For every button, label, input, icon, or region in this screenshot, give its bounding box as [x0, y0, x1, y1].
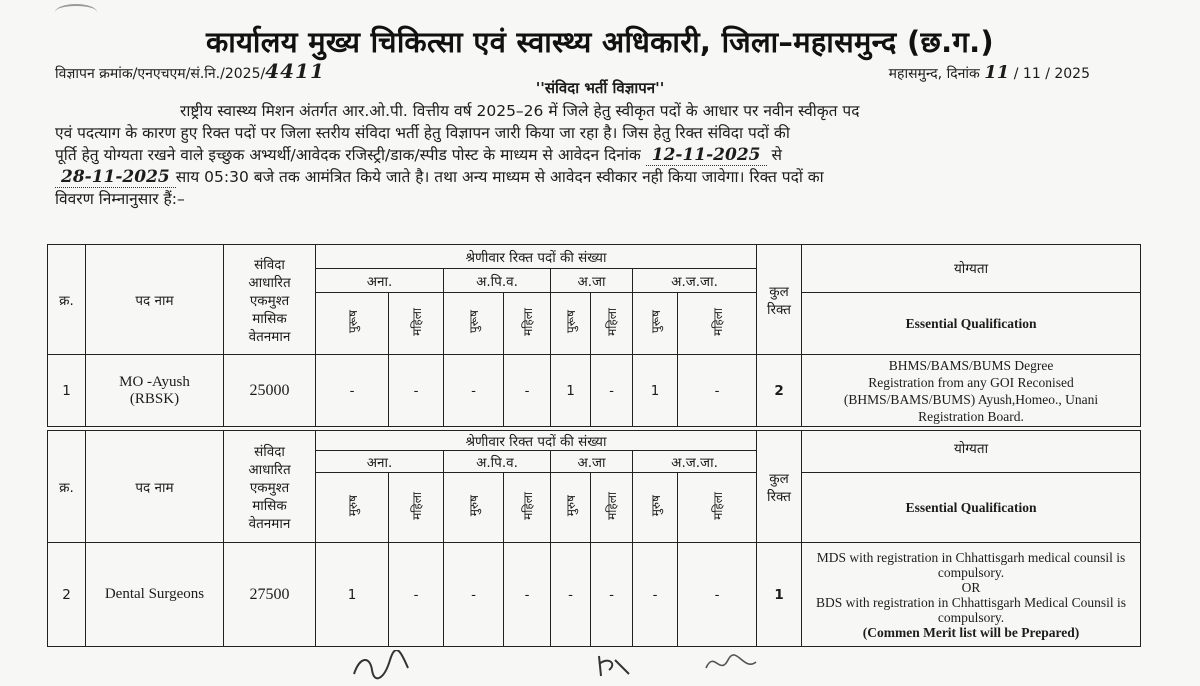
intro-line-3-text: पूर्ति हेतु योग्यता रखने वाले इच्छुक अभ्यर्थी/आवेदक रजिस्ट्री/डाक/स्पीड पोस्ट के माध्यम से आवेदन दिनांक: [55, 146, 641, 164]
essential-qualification-header: Essential Qualification: [802, 473, 1141, 543]
intro-line-4: [55, 166, 1140, 188]
intro-line-5: विवरण निम्नानुसार हैं:–: [55, 190, 185, 208]
row-count: -: [678, 355, 757, 427]
intro-line-2: एवं पदत्याग के कारण हुए रिक्त पदों पर जिला स्तरीय संविदा भर्ती हेतु विज्ञापन जारी किया जा रहा है। जिस हेतु रिक्त संविदा पदों की: [55, 124, 790, 142]
intro-line-3-end: से: [771, 146, 782, 164]
row-sno: 1: [48, 355, 86, 427]
row-count: 1: [633, 355, 678, 427]
notice-subtitle: ''संविदा भर्ती विज्ञापन'': [535, 79, 665, 97]
category-st: अ.ज.जा.: [633, 269, 757, 293]
category-vacancies-header: श्रेणीवार रिक्त पदों की संख्या: [316, 431, 757, 451]
male-header: पुरूष: [444, 293, 504, 355]
signature-mark: [700, 648, 760, 684]
vacancy-table-1: [47, 244, 1141, 427]
start-date-handwritten: 12-11-2025: [646, 145, 767, 166]
row-salary: 25000: [224, 355, 316, 427]
female-header: महिला: [678, 293, 757, 355]
total-vacancies-header: कुल रिक्त: [757, 431, 802, 543]
total-vacancies-header: कुल रिक्त: [757, 245, 802, 355]
vacancy-table-2: [47, 430, 1141, 647]
row-count: -: [316, 355, 389, 427]
intro-line-1: राष्ट्रीय स्वास्थ्य मिशन अंतर्गत आर.ओ.पी. वित्तीय वर्ष 2025–26 में जिले हेतु स्वीकृत पदों के आधार पर नवीन स्वीकृत पद: [180, 102, 860, 120]
row-count: -: [551, 543, 591, 647]
post-name-header: पद नाम: [86, 431, 224, 543]
female-header: महिला: [389, 293, 444, 355]
male-header: पुरूष: [633, 293, 678, 355]
row-qualification: BHMS/BAMS/BUMS Degree Registration from any GOI Reconised (BHMS/BAMS/BUMS) Ayush,Homeo., Unani Registration Board.: [802, 355, 1141, 427]
row-total: 2: [757, 355, 802, 427]
qualification-hindi-header: योग्यता: [802, 431, 1141, 473]
row-count: -: [444, 543, 504, 647]
female-header: महिला: [678, 473, 757, 543]
category-sc: अ.जा: [551, 451, 633, 473]
female-header: महिला: [591, 473, 633, 543]
salary-header: संविदा आधारित एकमुश्त मासिक वेतनमान: [224, 431, 316, 543]
row-count: 1: [551, 355, 591, 427]
row-count: -: [591, 355, 633, 427]
row-count: -: [633, 543, 678, 647]
date-rest: / 11 / 2025: [1013, 66, 1090, 82]
male-header: पुरूष: [316, 293, 389, 355]
row-count: -: [504, 543, 551, 647]
male-header: मुरुष: [444, 473, 504, 543]
sno-header: क्र.: [48, 245, 86, 355]
signature-mark: [350, 650, 410, 686]
signature-mark: [595, 652, 635, 684]
table-row: [48, 355, 1141, 427]
ref-prefix: विज्ञापन क्रमांक/एनएचएम/सं.नि./2025/: [55, 66, 266, 82]
female-header: महिला: [504, 473, 551, 543]
row-count: 1: [316, 543, 389, 647]
category-obc: अ.पि.व.: [444, 451, 551, 473]
intro-line-4-text: साय 05:30 बजे तक आमंत्रित किये जाते है। तथा अन्य माध्यम से आवेदन स्वीकार नही किया जावेगा। रिक्त पदों का: [175, 168, 824, 186]
row-total: 1: [757, 543, 802, 647]
sno-header: क्र.: [48, 431, 86, 543]
category-sc: अ.जा: [551, 269, 633, 293]
category-st: अ.ज.जा.: [633, 451, 757, 473]
row-post-name: MO -Ayush (RBSK): [86, 355, 224, 427]
row-count: -: [389, 355, 444, 427]
row-count: -: [444, 355, 504, 427]
row-count: -: [591, 543, 633, 647]
intro-line-3: [55, 144, 1140, 166]
female-header: महिला: [591, 293, 633, 355]
male-header: मुरुष: [316, 473, 389, 543]
category-general: अना.: [316, 269, 444, 293]
row-sno: 2: [48, 543, 86, 647]
male-header: मुरुष: [633, 473, 678, 543]
row-post-name: Dental Surgeons: [86, 543, 224, 647]
date-prefix: महासमुन्द, दिनांक: [888, 66, 980, 82]
male-header: पुरूष: [551, 293, 591, 355]
category-vacancies-header: श्रेणीवार रिक्त पदों की संख्या: [316, 245, 757, 269]
salary-header: संविदा आधारित एकमुश्त मासिक वेतनमान: [224, 245, 316, 355]
row-salary: 27500: [224, 543, 316, 647]
ref-number-handwritten: 4411: [265, 59, 325, 83]
intro-paragraph: [55, 100, 1140, 210]
category-obc: अ.पि.व.: [444, 269, 551, 293]
female-header: महिला: [389, 473, 444, 543]
male-header: मुरुष: [551, 473, 591, 543]
post-name-header: पद नाम: [86, 245, 224, 355]
essential-qualification-header: Essential Qualification: [802, 293, 1141, 355]
qualification-hindi-header: योग्यता: [802, 245, 1141, 293]
female-header: महिला: [504, 293, 551, 355]
category-general: अना.: [316, 451, 444, 473]
row-count: -: [389, 543, 444, 647]
table-row: [48, 543, 1141, 647]
date-day-handwritten: 11: [984, 62, 1010, 83]
row-count: -: [678, 543, 757, 647]
office-title: कार्यालय मुख्य चिकित्सा एवं स्वास्थ्य अधिकारी, जिला–महासमुन्द (छ.ग.): [206, 25, 994, 59]
row-qualification: MDS with registration in Chhattisgarh medical counsil is compulsory. OR BDS with registration in Chhattisgarh Medical Counsil is compulsory. (Commen Merit list will be Prepared): [802, 543, 1141, 647]
row-count: -: [504, 355, 551, 427]
end-date-handwritten: 28-11-2025: [55, 167, 176, 188]
scan-mark: [55, 4, 97, 20]
